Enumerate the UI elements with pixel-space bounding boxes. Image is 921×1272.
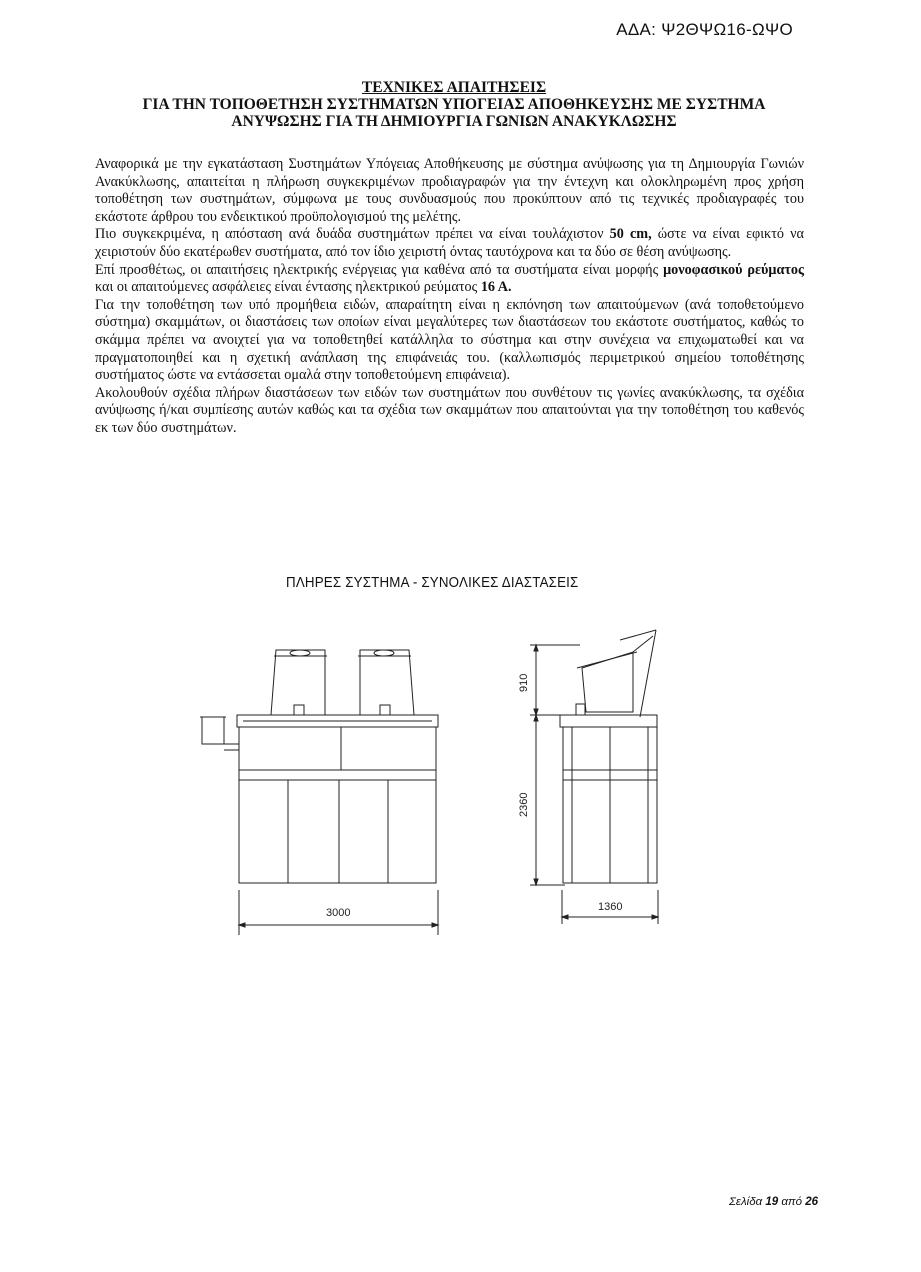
page-footer	[729, 1196, 818, 1208]
footer-prefix: Σελίδα	[729, 1196, 766, 1208]
figure-title: ΠΛΗΡΕΣ ΣΥΣΤΗΜΑ - ΣΥΝΟΛΙΚΕΣ ΔΙΑΣΤΑΣΕΙΣ	[286, 575, 579, 591]
paragraph-3-text-a: Επί προσθέτως, οι απαιτήσεις ηλεκτρικής ενέργειας για καθένα από τα συστήματα είναι μορφής	[95, 261, 664, 278]
footer-total-pages: 26	[805, 1196, 818, 1208]
front-view-drawing	[200, 650, 438, 935]
paragraph-4: Για την τοποθέτηση των υπό προμήθεια ειδών, απαραίτητη είναι η εκπόνηση των απαιτούμενων (ανά τοποθετούμενο σύστημα) σκαμμάτων, οι διαστάσεις των οποίων είναι μεγαλύτερες των διαστάσεων του εκάστοτε συστήματος, καθώς το σκάμμα πρέπει να ανοιχτεί για να τοποθετηθεί κατάλληλα το σύστημα και στην συνέχεια να επιχωματωθεί και να πραγματοποιηθεί και η σχετική ανάπλαση της επιφάνειάς του. (καλλωπισμός περιμετρικού σημείου τοποθέτησης συστήματος ώστε να εντάσσεται ομαλά στην τοποθετούμενη επιφάνεια).	[95, 296, 804, 384]
footer-page-number: 19	[765, 1196, 779, 1208]
dimension-1360: 1360	[598, 901, 623, 913]
paragraph-3-bold-1: μονοφασικού ρεύματος	[663, 261, 804, 278]
paragraph-1: Αναφορικά με την εγκατάσταση Συστημάτων Υπόγειας Αποθήκευσης με σύστημα ανύψωσης για τη Δημιουργία Γωνιών Ανακύκλωσης, απαιτείται η πλήρωση συγκεκριμένων προδιαγραφών για την έντεχνη και ολοκληρωμένη προς χρήση τοποθέτηση των συστημάτων, σύμφωνα με τους συνδυασμούς που προκύπτουν από τις τεχνικές προδιαγραφές του εκάστοτε άρθρου του ενδεικτικού προϋπολογισμού της μελέτης.	[95, 156, 804, 225]
paragraph-2-bold: 50 cm,	[609, 226, 652, 243]
title-line-3: ΑΝΥΨΩΣΗΣ ΓΙΑ ΤΗ ΔΗΜΙΟΥΡΓΙΑ ΓΩΝΙΩΝ ΑΝΑΚΥΚΛΩΣΗΣ	[231, 113, 677, 130]
ada-code: ΑΔΑ: Ψ2ΘΨΩ16-ΩΨΟ	[616, 20, 793, 39]
side-view-drawing	[530, 630, 658, 924]
paragraph-3-text-b: και οι απαιτούμενες ασφάλειες είναι έντασης ηλεκτρικού ρεύματος	[95, 279, 481, 296]
dimension-3000: 3000	[326, 907, 351, 919]
paragraph-3-bold-2: 16 Α.	[480, 279, 512, 296]
title-line-2: ΓΙΑ ΤΗΝ ΤΟΠΟΘΕΤΗΣΗ ΣΥΣΤΗΜΑΤΩΝ ΥΠΟΓΕΙΑΣ ΑΠΟΘΗΚΕΥΣΗΣ ΜΕ ΣΥΣΤΗΜΑ	[142, 96, 766, 113]
footer-middle: από	[778, 1196, 806, 1208]
paragraph-2-text-b: ώστε να είναι εφικτό να χειριστούν δύο εκατέρωθεν συστήματα, από τον ίδιο χειριστή όντας ταυτόχρονα και τα δύο σε θέση ανύψωσης.	[95, 226, 804, 260]
dimension-2360: 2360	[518, 792, 530, 817]
title-line-1: ΤΕΧΝΙΚΕΣ ΑΠΑΙΤΗΣΕΙΣ	[361, 79, 547, 96]
dimension-910: 910	[518, 673, 530, 692]
paragraph-2-text-a: Πιο συγκεκριμένα, η απόσταση ανά δυάδα συστημάτων πρέπει να είναι τουλάχιστον	[95, 226, 610, 243]
paragraph-5: Ακολουθούν σχέδια πλήρων διαστάσεων των ειδών των συστημάτων που συνθέτουν τις γωνίες ανακύκλωσης, τα σχέδια ανύψωσης ή/και συμπίεσης αυτών καθώς και τα σχέδια των σκαμμάτων που απαιτούνται για την τοποθέτηση του καθενός εκ των δύο συστημάτων.	[95, 384, 804, 436]
